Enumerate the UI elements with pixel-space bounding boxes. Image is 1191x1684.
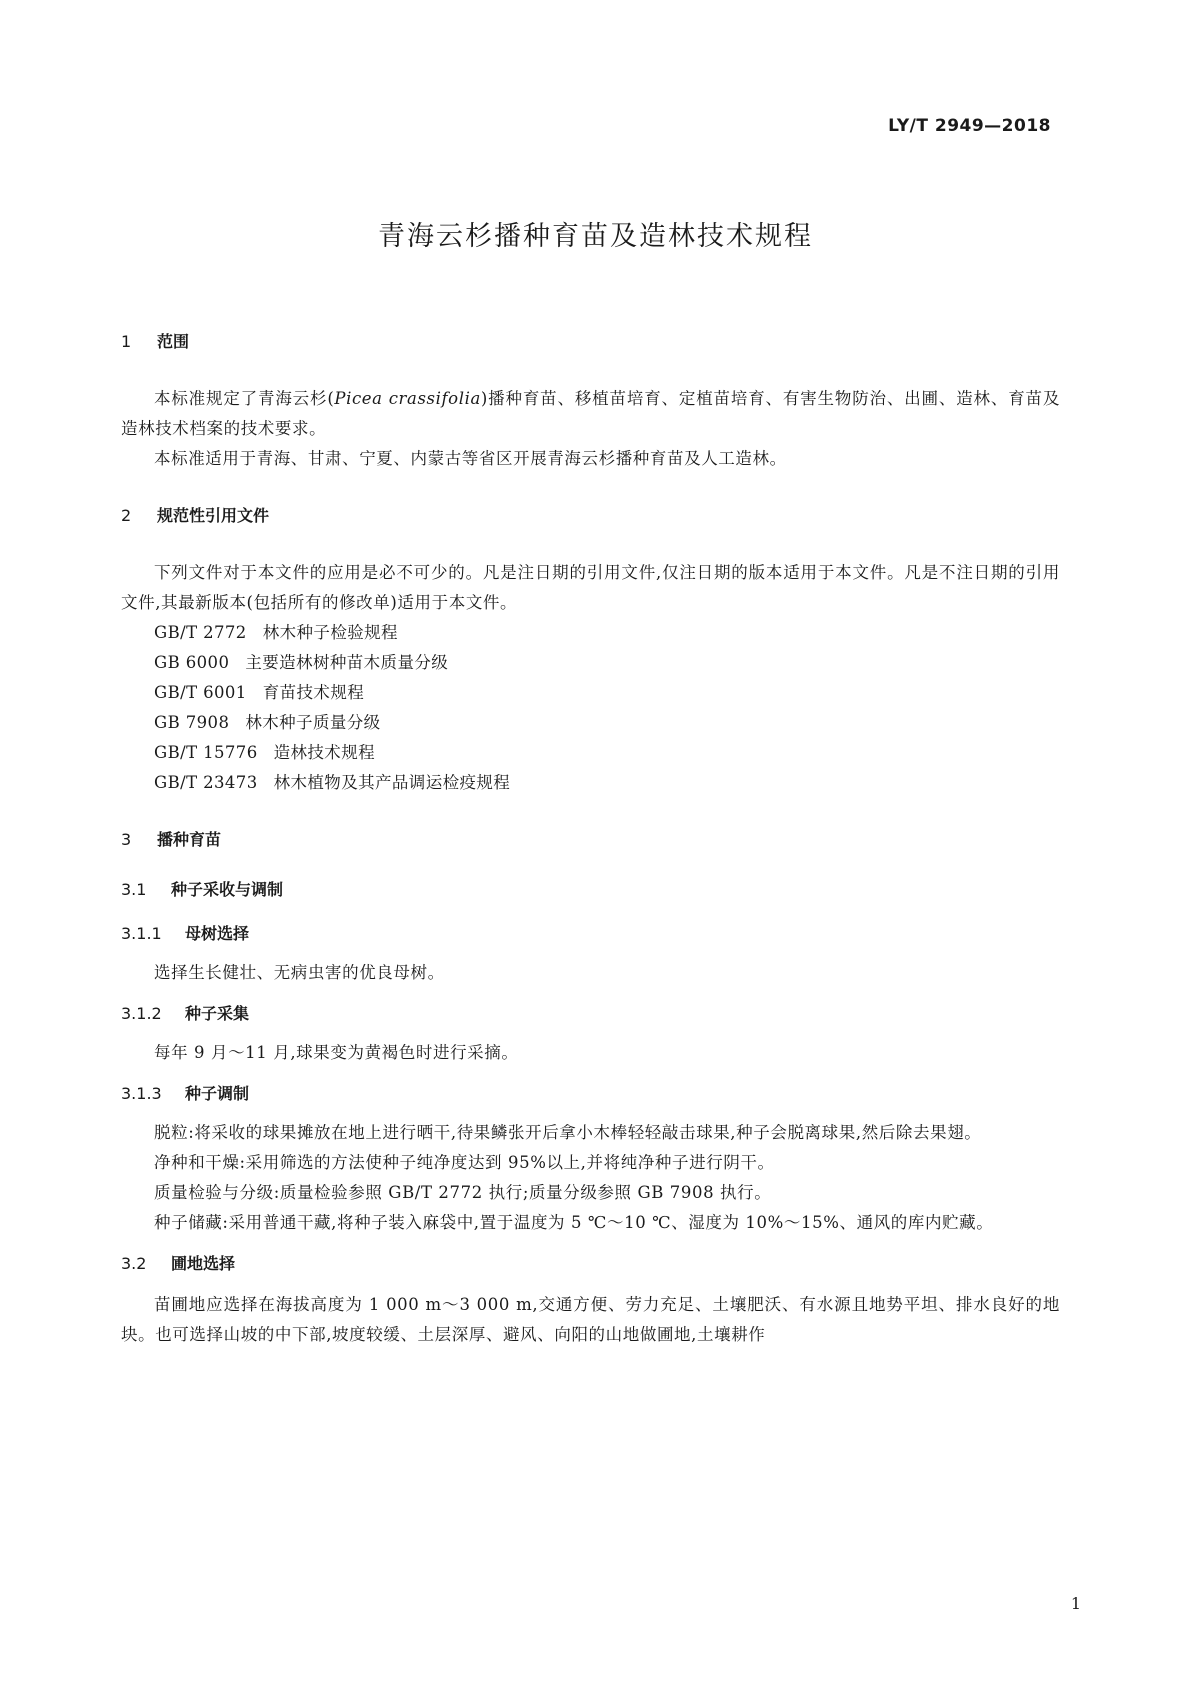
section-2-heading bbox=[121, 504, 1060, 528]
section-number: 3.1.3 bbox=[121, 1084, 162, 1103]
section-number: 1 bbox=[121, 332, 132, 351]
section-3-1-1-heading bbox=[121, 922, 1060, 946]
section-3-1-heading bbox=[121, 878, 1060, 902]
storage-paragraph: 种子储藏:采用普通干藏,将种子装入麻袋中,置于温度为 5 ℃～10 ℃、湿度为 10%～15%、通风的库内贮藏。 bbox=[154, 1213, 994, 1232]
reference-item: GB/T 23473 林木植物及其产品调运检疫规程 bbox=[154, 773, 511, 792]
reference-item: GB 7908 林木种子质量分级 bbox=[154, 713, 381, 732]
section-title: 播种育苗 bbox=[157, 830, 222, 849]
section-number: 3.1.2 bbox=[121, 1004, 162, 1023]
mother-tree-paragraph: 选择生长健壮、无病虫害的优良母树。 bbox=[154, 963, 445, 982]
reference-item: GB/T 6001 育苗技术规程 bbox=[154, 683, 365, 702]
reference-item: GB/T 15776 造林技术规程 bbox=[154, 743, 376, 762]
standard-code: LY/T 2949—2018 bbox=[888, 116, 1051, 136]
section-title: 母树选择 bbox=[185, 924, 250, 943]
section-title: 种子采集 bbox=[185, 1004, 250, 1023]
section-title: 规范性引用文件 bbox=[157, 506, 270, 525]
section-3-heading bbox=[121, 828, 1060, 852]
section-number: 2 bbox=[121, 506, 132, 525]
references-intro: 下列文件对于本文件的应用是必不可少的。凡是注日期的引用文件,仅注日期的版本适用于本文件。凡是不注日期的引用文件,其最新版本(包括所有的修改单)适用于本文件。 bbox=[121, 563, 1060, 612]
latin-name: Picea crassifolia bbox=[334, 389, 481, 408]
page-number: 1 bbox=[1070, 1594, 1081, 1613]
section-1-heading bbox=[121, 330, 1060, 354]
section-title: 范围 bbox=[157, 332, 190, 351]
document-body bbox=[121, 330, 1060, 1350]
section-3-2-heading bbox=[121, 1252, 1060, 1276]
section-3-1-2-heading bbox=[121, 1002, 1060, 1026]
threshing-paragraph: 脱粒:将采收的球果摊放在地上进行晒干,待果鳞张开后拿小木棒轻轻敲击球果,种子会脱离球果,然后除去果翅。 bbox=[154, 1123, 982, 1142]
section-3-1-3-heading bbox=[121, 1082, 1060, 1106]
section-title: 圃地选择 bbox=[171, 1254, 236, 1273]
scope-paragraph-1: 本标准规定了青海云杉(Picea crassifolia)播种育苗、移植苗培育、定植苗培育、有害生物防治、出圃、造林、育苗及造林技术档案的技术要求。 bbox=[121, 389, 1060, 438]
nursery-site-paragraph: 苗圃地应选择在海拔高度为 1 000 m～3 000 m,交通方便、劳力充足、土壤肥沃、有水源且地势平坦、排水良好的地块。也可选择山坡的中下部,坡度较缓、土层深厚、避风、向阳的山地做圃地,土壤耕作 bbox=[121, 1295, 1060, 1344]
reference-list bbox=[121, 618, 1060, 798]
section-title: 种子调制 bbox=[185, 1084, 250, 1103]
section-number: 3.1.1 bbox=[121, 924, 162, 943]
section-number: 3.2 bbox=[121, 1254, 147, 1273]
document-title: 青海云杉播种育苗及造林技术规程 bbox=[378, 221, 813, 252]
scope-paragraph-2: 本标准适用于青海、甘肃、宁夏、内蒙古等省区开展青海云杉播种育苗及人工造林。 bbox=[154, 449, 787, 468]
seed-collection-paragraph: 每年 9 月～11 月,球果变为黄褐色时进行采摘。 bbox=[154, 1043, 519, 1062]
section-number: 3 bbox=[121, 830, 132, 849]
section-number: 3.1 bbox=[121, 880, 147, 899]
quality-paragraph: 质量检验与分级:质量检验参照 GB/T 2772 执行;质量分级参照 GB 7908 执行。 bbox=[154, 1183, 772, 1202]
reference-item: GB 6000 主要造林树种苗木质量分级 bbox=[154, 653, 449, 672]
reference-item: GB/T 2772 林木种子检验规程 bbox=[154, 623, 398, 642]
section-title: 种子采收与调制 bbox=[171, 880, 284, 899]
cleaning-paragraph: 净种和干燥:采用筛选的方法使种子纯净度达到 95%以上,并将纯净种子进行阴干。 bbox=[154, 1153, 775, 1172]
